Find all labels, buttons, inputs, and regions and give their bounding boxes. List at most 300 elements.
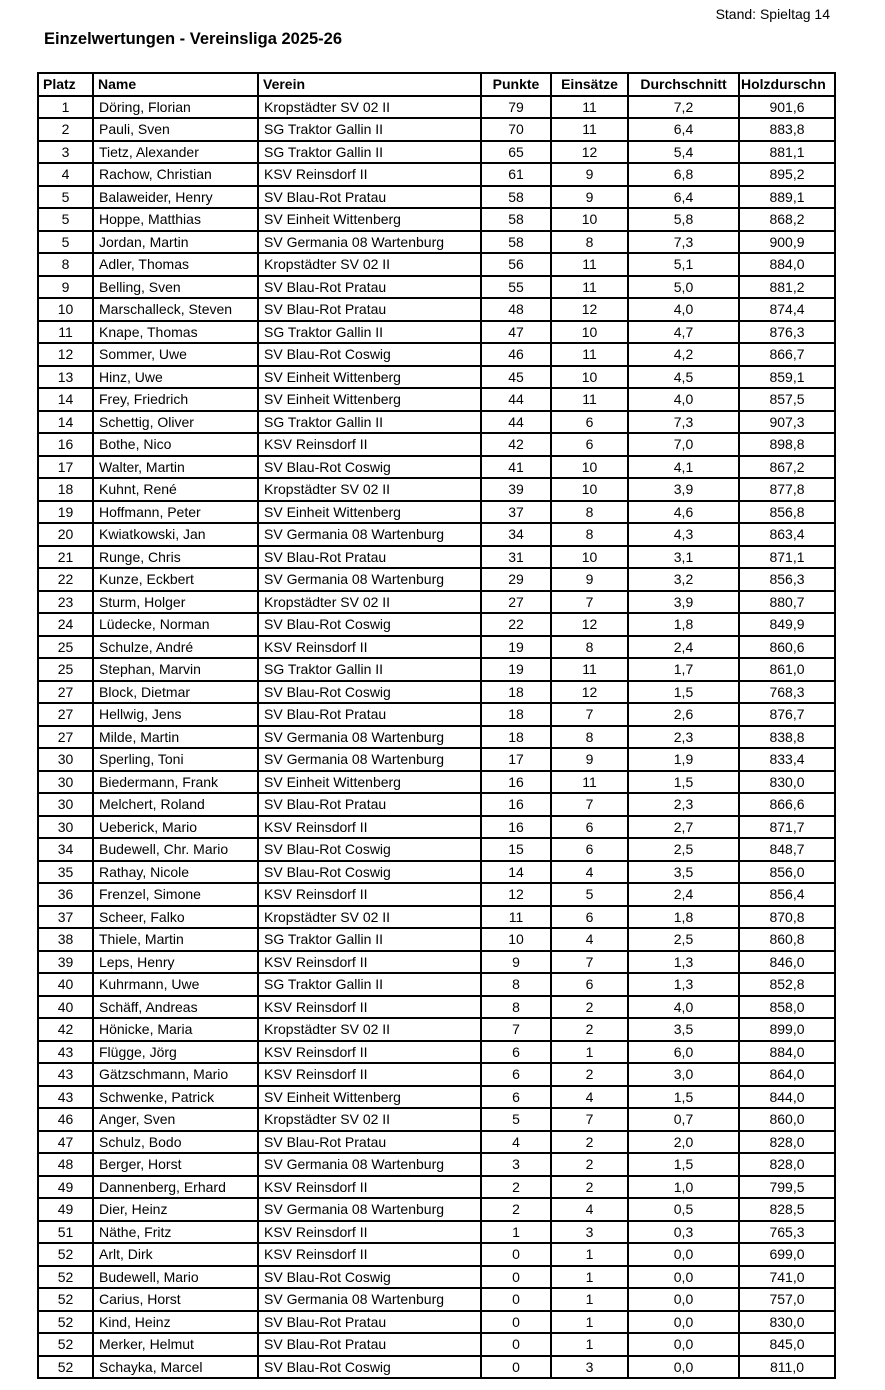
punkte-cell: 17 — [481, 748, 551, 771]
durchschnitt-cell: 1,0 — [628, 1176, 739, 1199]
table-row — [38, 478, 835, 501]
platz-cell: 48 — [38, 1153, 93, 1176]
platz-cell: 21 — [38, 546, 93, 569]
table-row — [38, 703, 835, 726]
punkte-cell: 41 — [481, 456, 551, 479]
punkte-cell: 14 — [481, 861, 551, 884]
name-cell: Hoffmann, Peter — [93, 501, 258, 524]
name-cell: Thiele, Martin — [93, 928, 258, 951]
verein-cell: SV Blau-Rot Pratau — [258, 1131, 481, 1154]
platz-cell: 51 — [38, 1221, 93, 1244]
table-row — [38, 726, 835, 749]
name-cell: Belling, Sven — [93, 276, 258, 299]
punkte-cell: 47 — [481, 321, 551, 344]
durchschnitt-cell: 1,5 — [628, 771, 739, 794]
punkte-cell: 55 — [481, 276, 551, 299]
durchschnitt-cell: 0,0 — [628, 1243, 739, 1266]
durchschnitt-cell: 4,5 — [628, 366, 739, 389]
holzdurchschnitt-cell: 849,9 — [739, 613, 835, 636]
platz-cell: 13 — [38, 366, 93, 389]
durchschnitt-cell: 7,0 — [628, 433, 739, 456]
durchschnitt-cell: 4,0 — [628, 388, 739, 411]
platz-cell: 42 — [38, 1018, 93, 1041]
table-row — [38, 411, 835, 434]
table-row — [38, 838, 835, 861]
einsaetze-cell: 2 — [551, 1176, 628, 1199]
table-row — [38, 973, 835, 996]
punkte-cell: 5 — [481, 1108, 551, 1131]
durchschnitt-cell: 5,8 — [628, 208, 739, 231]
punkte-cell: 19 — [481, 636, 551, 659]
punkte-cell: 8 — [481, 996, 551, 1019]
einsaetze-cell: 2 — [551, 996, 628, 1019]
einsaetze-cell: 11 — [551, 276, 628, 299]
holzdurchschnitt-cell: 866,6 — [739, 793, 835, 816]
durchschnitt-cell: 2,5 — [628, 928, 739, 951]
punkte-cell: 10 — [481, 928, 551, 951]
name-cell: Runge, Chris — [93, 546, 258, 569]
platz-cell: 40 — [38, 996, 93, 1019]
holzdurchschnitt-cell: 845,0 — [739, 1333, 835, 1356]
platz-cell: 19 — [38, 501, 93, 524]
table-row — [38, 1063, 835, 1086]
holzdurchschnitt-cell: 757,0 — [739, 1288, 835, 1311]
name-cell: Stephan, Marvin — [93, 658, 258, 681]
platz-cell: 23 — [38, 591, 93, 614]
durchschnitt-cell: 6,0 — [628, 1041, 739, 1064]
verein-cell: KSV Reinsdorf II — [258, 951, 481, 974]
holzdurchschnitt-cell: 852,8 — [739, 973, 835, 996]
durchschnitt-cell: 0,0 — [628, 1288, 739, 1311]
holzdurchschnitt-cell: 856,3 — [739, 568, 835, 591]
durchschnitt-cell: 1,9 — [628, 748, 739, 771]
verein-cell: KSV Reinsdorf II — [258, 1176, 481, 1199]
einsaetze-cell: 11 — [551, 253, 628, 276]
table-row — [38, 141, 835, 164]
name-cell: Lüdecke, Norman — [93, 613, 258, 636]
punkte-cell: 37 — [481, 501, 551, 524]
name-cell: Melchert, Roland — [93, 793, 258, 816]
name-cell: Budewell, Chr. Mario — [93, 838, 258, 861]
einsaetze-cell: 10 — [551, 546, 628, 569]
name-cell: Kind, Heinz — [93, 1311, 258, 1334]
platz-cell: 38 — [38, 928, 93, 951]
platz-cell: 52 — [38, 1333, 93, 1356]
platz-cell: 1 — [38, 96, 93, 119]
holzdurchschnitt-cell: 856,8 — [739, 501, 835, 524]
holzdurchschnitt-cell: 833,4 — [739, 748, 835, 771]
name-cell: Frenzel, Simone — [93, 883, 258, 906]
name-cell: Flügge, Jörg — [93, 1041, 258, 1064]
table-row — [38, 118, 835, 141]
einsaetze-cell: 2 — [551, 1063, 628, 1086]
durchschnitt-cell: 2,4 — [628, 636, 739, 659]
verein-cell: SV Blau-Rot Pratau — [258, 546, 481, 569]
durchschnitt-cell: 2,6 — [628, 703, 739, 726]
einsaetze-cell: 1 — [551, 1311, 628, 1334]
punkte-cell: 70 — [481, 118, 551, 141]
name-cell: Leps, Henry — [93, 951, 258, 974]
table-row — [38, 951, 835, 974]
holzdurchschnitt-cell: 884,0 — [739, 253, 835, 276]
einsaetze-cell: 10 — [551, 456, 628, 479]
einsaetze-cell: 4 — [551, 1198, 628, 1221]
table-row — [38, 163, 835, 186]
name-cell: Schettig, Oliver — [93, 411, 258, 434]
holzdurchschnitt-cell: 898,8 — [739, 433, 835, 456]
punkte-cell: 6 — [481, 1063, 551, 1086]
platz-cell: 17 — [38, 456, 93, 479]
einsaetze-cell: 8 — [551, 231, 628, 254]
platz-cell: 36 — [38, 883, 93, 906]
holzdurchschnitt-cell: 889,1 — [739, 186, 835, 209]
punkte-cell: 31 — [481, 546, 551, 569]
durchschnitt-cell: 0,0 — [628, 1266, 739, 1289]
durchschnitt-cell: 3,2 — [628, 568, 739, 591]
table-header-row — [38, 73, 835, 96]
einsaetze-cell: 10 — [551, 366, 628, 389]
punkte-cell: 0 — [481, 1288, 551, 1311]
einsaetze-cell: 3 — [551, 1221, 628, 1244]
platz-cell: 18 — [38, 478, 93, 501]
punkte-cell: 2 — [481, 1176, 551, 1199]
verein-cell: SG Traktor Gallin II — [258, 118, 481, 141]
einsaetze-cell: 9 — [551, 186, 628, 209]
platz-cell: 43 — [38, 1063, 93, 1086]
table-row — [38, 546, 835, 569]
durchschnitt-cell: 5,1 — [628, 253, 739, 276]
einsaetze-cell: 6 — [551, 411, 628, 434]
standings-table — [37, 72, 836, 1379]
holzdurchschnitt-cell: 838,8 — [739, 726, 835, 749]
holzdurchschnitt-cell: 846,0 — [739, 951, 835, 974]
holzdurchschnitt-cell: 860,8 — [739, 928, 835, 951]
einsaetze-cell: 11 — [551, 658, 628, 681]
verein-cell: SV Germania 08 Wartenburg — [258, 1288, 481, 1311]
einsaetze-cell: 12 — [551, 613, 628, 636]
punkte-cell: 0 — [481, 1243, 551, 1266]
einsaetze-cell: 6 — [551, 433, 628, 456]
verein-cell: SV Blau-Rot Pratau — [258, 298, 481, 321]
holzdurchschnitt-cell: 768,3 — [739, 681, 835, 704]
punkte-cell: 8 — [481, 973, 551, 996]
einsaetze-cell: 6 — [551, 906, 628, 929]
holzdurchschnitt-cell: 871,7 — [739, 816, 835, 839]
table-row — [38, 771, 835, 794]
table-row — [38, 1311, 835, 1334]
verein-cell: Kropstädter SV 02 II — [258, 1108, 481, 1131]
page-title: Einzelwertungen - Vereinsliga 2025-26 — [44, 30, 343, 48]
durchschnitt-cell: 2,0 — [628, 1131, 739, 1154]
einsaetze-cell: 3 — [551, 1356, 628, 1379]
durchschnitt-cell: 3,0 — [628, 1063, 739, 1086]
name-cell: Knape, Thomas — [93, 321, 258, 344]
platz-cell: 14 — [38, 411, 93, 434]
table-row — [38, 1356, 835, 1379]
table-row — [38, 861, 835, 884]
platz-cell: 43 — [38, 1041, 93, 1064]
name-cell: Arlt, Dirk — [93, 1243, 258, 1266]
name-cell: Sperling, Toni — [93, 748, 258, 771]
col-header-verein: Verein — [258, 73, 481, 96]
table-row — [38, 613, 835, 636]
platz-cell: 10 — [38, 298, 93, 321]
verein-cell: SV Germania 08 Wartenburg — [258, 568, 481, 591]
durchschnitt-cell: 4,0 — [628, 298, 739, 321]
durchschnitt-cell: 4,3 — [628, 523, 739, 546]
holzdurchschnitt-cell: 858,0 — [739, 996, 835, 1019]
name-cell: Hoppe, Matthias — [93, 208, 258, 231]
platz-cell: 52 — [38, 1288, 93, 1311]
platz-cell: 4 — [38, 163, 93, 186]
verein-cell: SV Blau-Rot Coswig — [258, 838, 481, 861]
platz-cell: 52 — [38, 1311, 93, 1334]
table-row — [38, 501, 835, 524]
durchschnitt-cell: 1,3 — [628, 951, 739, 974]
verein-cell: SG Traktor Gallin II — [258, 321, 481, 344]
holzdurchschnitt-cell: 874,4 — [739, 298, 835, 321]
name-cell: Gätzschmann, Mario — [93, 1063, 258, 1086]
verein-cell: SV Germania 08 Wartenburg — [258, 1153, 481, 1176]
verein-cell: SV Einheit Wittenberg — [258, 208, 481, 231]
table-row — [38, 1243, 835, 1266]
name-cell: Block, Dietmar — [93, 681, 258, 704]
platz-cell: 46 — [38, 1108, 93, 1131]
platz-cell: 43 — [38, 1086, 93, 1109]
verein-cell: SV Blau-Rot Coswig — [258, 1356, 481, 1379]
durchschnitt-cell: 1,5 — [628, 681, 739, 704]
platz-cell: 27 — [38, 703, 93, 726]
einsaetze-cell: 9 — [551, 748, 628, 771]
einsaetze-cell: 10 — [551, 208, 628, 231]
holzdurchschnitt-cell: 867,2 — [739, 456, 835, 479]
table-row — [38, 636, 835, 659]
platz-cell: 30 — [38, 816, 93, 839]
holzdurchschnitt-cell: 870,8 — [739, 906, 835, 929]
platz-cell: 40 — [38, 973, 93, 996]
holzdurchschnitt-cell: 884,0 — [739, 1041, 835, 1064]
punkte-cell: 22 — [481, 613, 551, 636]
table-row — [38, 658, 835, 681]
verein-cell: Kropstädter SV 02 II — [258, 253, 481, 276]
standings-body — [38, 96, 835, 1379]
einsaetze-cell: 7 — [551, 793, 628, 816]
name-cell: Anger, Sven — [93, 1108, 258, 1131]
einsaetze-cell: 1 — [551, 1333, 628, 1356]
table-row — [38, 883, 835, 906]
durchschnitt-cell: 0,0 — [628, 1333, 739, 1356]
einsaetze-cell: 11 — [551, 388, 628, 411]
einsaetze-cell: 7 — [551, 703, 628, 726]
verein-cell: SV Germania 08 Wartenburg — [258, 726, 481, 749]
punkte-cell: 18 — [481, 703, 551, 726]
name-cell: Schulz, Bodo — [93, 1131, 258, 1154]
name-cell: Rathay, Nicole — [93, 861, 258, 884]
holzdurchschnitt-cell: 895,2 — [739, 163, 835, 186]
einsaetze-cell: 4 — [551, 861, 628, 884]
einsaetze-cell: 11 — [551, 343, 628, 366]
col-header-punkte: Punkte — [481, 73, 551, 96]
einsaetze-cell: 7 — [551, 1108, 628, 1131]
holzdurchschnitt-cell: 864,0 — [739, 1063, 835, 1086]
einsaetze-cell: 5 — [551, 883, 628, 906]
holzdurchschnitt-cell: 828,0 — [739, 1131, 835, 1154]
durchschnitt-cell: 1,8 — [628, 906, 739, 929]
durchschnitt-cell: 3,9 — [628, 478, 739, 501]
durchschnitt-cell: 0,0 — [628, 1311, 739, 1334]
punkte-cell: 56 — [481, 253, 551, 276]
holzdurchschnitt-cell: 866,7 — [739, 343, 835, 366]
verein-cell: SV Einheit Wittenberg — [258, 771, 481, 794]
table-row — [38, 1131, 835, 1154]
name-cell: Kunze, Eckbert — [93, 568, 258, 591]
einsaetze-cell: 9 — [551, 163, 628, 186]
verein-cell: SV Germania 08 Wartenburg — [258, 231, 481, 254]
einsaetze-cell: 6 — [551, 816, 628, 839]
einsaetze-cell: 1 — [551, 1243, 628, 1266]
holzdurchschnitt-cell: 860,6 — [739, 636, 835, 659]
durchschnitt-cell: 2,7 — [628, 816, 739, 839]
verein-cell: SV Germania 08 Wartenburg — [258, 1198, 481, 1221]
holzdurchschnitt-cell: 861,0 — [739, 658, 835, 681]
name-cell: Rachow, Christian — [93, 163, 258, 186]
verein-cell: Kropstädter SV 02 II — [258, 591, 481, 614]
name-cell: Merker, Helmut — [93, 1333, 258, 1356]
durchschnitt-cell: 2,3 — [628, 726, 739, 749]
name-cell: Hellwig, Jens — [93, 703, 258, 726]
holzdurchschnitt-cell: 901,6 — [739, 96, 835, 119]
verein-cell: SV Einheit Wittenberg — [258, 501, 481, 524]
punkte-cell: 29 — [481, 568, 551, 591]
durchschnitt-cell: 7,2 — [628, 96, 739, 119]
platz-cell: 2 — [38, 118, 93, 141]
einsaetze-cell: 2 — [551, 1131, 628, 1154]
verein-cell: SV Blau-Rot Pratau — [258, 703, 481, 726]
platz-cell: 14 — [38, 388, 93, 411]
punkte-cell: 44 — [481, 411, 551, 434]
name-cell: Budewell, Mario — [93, 1266, 258, 1289]
table-row — [38, 1333, 835, 1356]
durchschnitt-cell: 1,3 — [628, 973, 739, 996]
einsaetze-cell: 2 — [551, 1153, 628, 1176]
table-row — [38, 1153, 835, 1176]
durchschnitt-cell: 4,0 — [628, 996, 739, 1019]
name-cell: Sommer, Uwe — [93, 343, 258, 366]
verein-cell: KSV Reinsdorf II — [258, 1221, 481, 1244]
platz-cell: 34 — [38, 838, 93, 861]
punkte-cell: 34 — [481, 523, 551, 546]
punkte-cell: 6 — [481, 1041, 551, 1064]
durchschnitt-cell: 1,5 — [628, 1086, 739, 1109]
table-row — [38, 928, 835, 951]
punkte-cell: 44 — [481, 388, 551, 411]
platz-cell: 11 — [38, 321, 93, 344]
verein-cell: KSV Reinsdorf II — [258, 996, 481, 1019]
table-row — [38, 1041, 835, 1064]
einsaetze-cell: 1 — [551, 1266, 628, 1289]
table-row — [38, 996, 835, 1019]
table-row — [38, 366, 835, 389]
table-row — [38, 523, 835, 546]
einsaetze-cell: 6 — [551, 973, 628, 996]
einsaetze-cell: 10 — [551, 321, 628, 344]
table-row — [38, 568, 835, 591]
durchschnitt-cell: 2,3 — [628, 793, 739, 816]
punkte-cell: 18 — [481, 681, 551, 704]
holzdurchschnitt-cell: 880,7 — [739, 591, 835, 614]
einsaetze-cell: 12 — [551, 141, 628, 164]
punkte-cell: 2 — [481, 1198, 551, 1221]
verein-cell: KSV Reinsdorf II — [258, 816, 481, 839]
col-header-durchschnitt: Durchschnitt — [628, 73, 739, 96]
durchschnitt-cell: 4,7 — [628, 321, 739, 344]
holzdurchschnitt-cell: 857,5 — [739, 388, 835, 411]
verein-cell: KSV Reinsdorf II — [258, 1041, 481, 1064]
table-row — [38, 253, 835, 276]
stand-label: Stand: Spieltag 14 — [715, 6, 830, 22]
platz-cell: 27 — [38, 726, 93, 749]
table-row — [38, 1266, 835, 1289]
holzdurchschnitt-cell: 844,0 — [739, 1086, 835, 1109]
einsaetze-cell: 9 — [551, 568, 628, 591]
platz-cell: 24 — [38, 613, 93, 636]
holzdurchschnitt-cell: 828,5 — [739, 1198, 835, 1221]
verein-cell: SV Blau-Rot Pratau — [258, 276, 481, 299]
table-row — [38, 816, 835, 839]
durchschnitt-cell: 3,5 — [628, 861, 739, 884]
verein-cell: SV Blau-Rot Pratau — [258, 1311, 481, 1334]
durchschnitt-cell: 0,5 — [628, 1198, 739, 1221]
table-row — [38, 388, 835, 411]
einsaetze-cell: 10 — [551, 478, 628, 501]
durchschnitt-cell: 3,5 — [628, 1018, 739, 1041]
durchschnitt-cell: 6,8 — [628, 163, 739, 186]
name-cell: Scheer, Falko — [93, 906, 258, 929]
verein-cell: SV Blau-Rot Coswig — [258, 343, 481, 366]
punkte-cell: 39 — [481, 478, 551, 501]
platz-cell: 8 — [38, 253, 93, 276]
table-row — [38, 906, 835, 929]
einsaetze-cell: 11 — [551, 118, 628, 141]
platz-cell: 37 — [38, 906, 93, 929]
holzdurchschnitt-cell: 900,9 — [739, 231, 835, 254]
punkte-cell: 16 — [481, 771, 551, 794]
holzdurchschnitt-cell: 899,0 — [739, 1018, 835, 1041]
holzdurchschnitt-cell: 799,5 — [739, 1176, 835, 1199]
name-cell: Schulze, André — [93, 636, 258, 659]
name-cell: Pauli, Sven — [93, 118, 258, 141]
holzdurchschnitt-cell: 876,3 — [739, 321, 835, 344]
name-cell: Frey, Friedrich — [93, 388, 258, 411]
platz-cell: 52 — [38, 1266, 93, 1289]
table-row — [38, 456, 835, 479]
col-header-platz: Platz — [38, 73, 93, 96]
table-row — [38, 1288, 835, 1311]
holzdurchschnitt-cell: 811,0 — [739, 1356, 835, 1379]
holzdurchschnitt-cell: 881,1 — [739, 141, 835, 164]
platz-cell: 52 — [38, 1356, 93, 1379]
durchschnitt-cell: 0,3 — [628, 1221, 739, 1244]
verein-cell: SV Blau-Rot Coswig — [258, 456, 481, 479]
einsaetze-cell: 2 — [551, 1018, 628, 1041]
name-cell: Walter, Martin — [93, 456, 258, 479]
verein-cell: SG Traktor Gallin II — [258, 141, 481, 164]
holzdurchschnitt-cell: 741,0 — [739, 1266, 835, 1289]
verein-cell: SG Traktor Gallin II — [258, 928, 481, 951]
einsaetze-cell: 11 — [551, 96, 628, 119]
punkte-cell: 6 — [481, 1086, 551, 1109]
durchschnitt-cell: 6,4 — [628, 118, 739, 141]
